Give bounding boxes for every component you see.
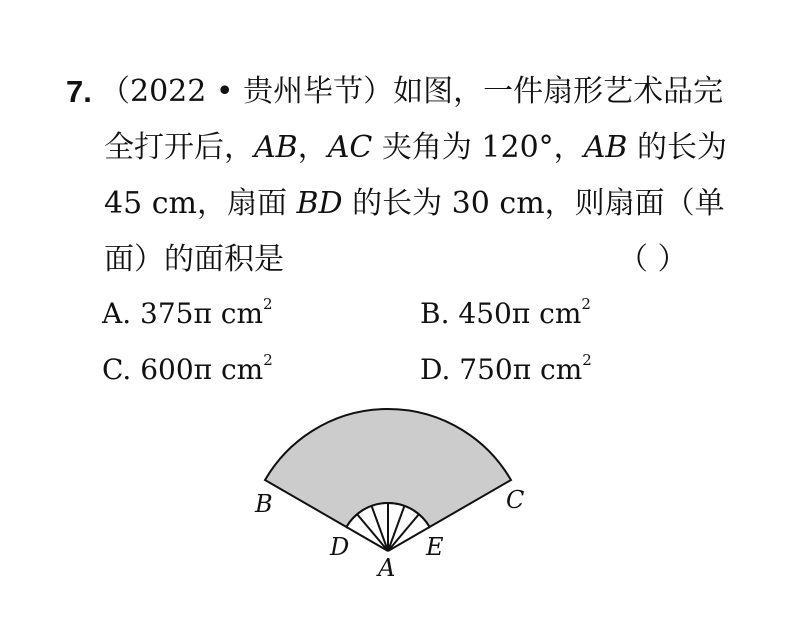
option-a[interactable]: [102, 296, 273, 332]
fan-rib: [388, 527, 430, 551]
option-c-value: 600π cm: [140, 353, 264, 386]
option-b-label: B.: [420, 297, 450, 330]
question-line-1: [100, 72, 723, 112]
question-text-2c: 的长为: [627, 130, 727, 165]
segment-bd: BD: [296, 186, 343, 221]
label-c: C: [506, 486, 525, 514]
option-d-label: D.: [420, 353, 451, 386]
option-d[interactable]: [420, 352, 592, 388]
fan-rib: [346, 527, 388, 551]
question-text-2-comma: ，: [297, 130, 328, 165]
segment-ab: AB: [254, 130, 298, 165]
question-text-4: 面）的面积是: [104, 242, 284, 277]
question-text-3b: 的长为 30 cm，则扇面（单: [342, 186, 725, 221]
question-number: 7.: [66, 74, 92, 109]
question-line-4: [104, 240, 284, 280]
segment-ac: AC: [327, 130, 373, 165]
option-b-exponent: 2: [581, 295, 591, 313]
segment-ab-2: AB: [583, 130, 628, 165]
label-d: D: [330, 533, 350, 561]
question-text-2b: 夹角为 120°，: [372, 130, 584, 165]
label-e: E: [426, 533, 444, 561]
question-line-2: [104, 128, 727, 168]
option-a-value: 375π cm: [140, 297, 264, 330]
question-text-1: 如图，一件扇形艺术品完: [393, 74, 724, 109]
option-c-exponent: 2: [263, 351, 273, 369]
question-source: （2022 • 贵州毕节）: [100, 74, 394, 109]
option-b[interactable]: [420, 296, 591, 332]
question-text-3a: 45 cm，扇面: [104, 186, 297, 221]
fan-figure: [240, 408, 540, 588]
option-c[interactable]: [102, 352, 273, 388]
label-a: A: [378, 554, 396, 582]
label-b: B: [255, 490, 273, 518]
option-d-value: 750π cm: [459, 353, 583, 386]
option-a-exponent: 2: [263, 295, 273, 313]
option-c-label: C.: [102, 353, 132, 386]
option-a-label: A.: [102, 297, 132, 330]
answer-parentheses: （ ）: [618, 242, 688, 277]
question-line-3: [104, 184, 725, 224]
option-d-exponent: 2: [582, 351, 592, 369]
question-text-2a: 全打开后，: [104, 130, 254, 165]
option-b-value: 450π cm: [458, 297, 582, 330]
